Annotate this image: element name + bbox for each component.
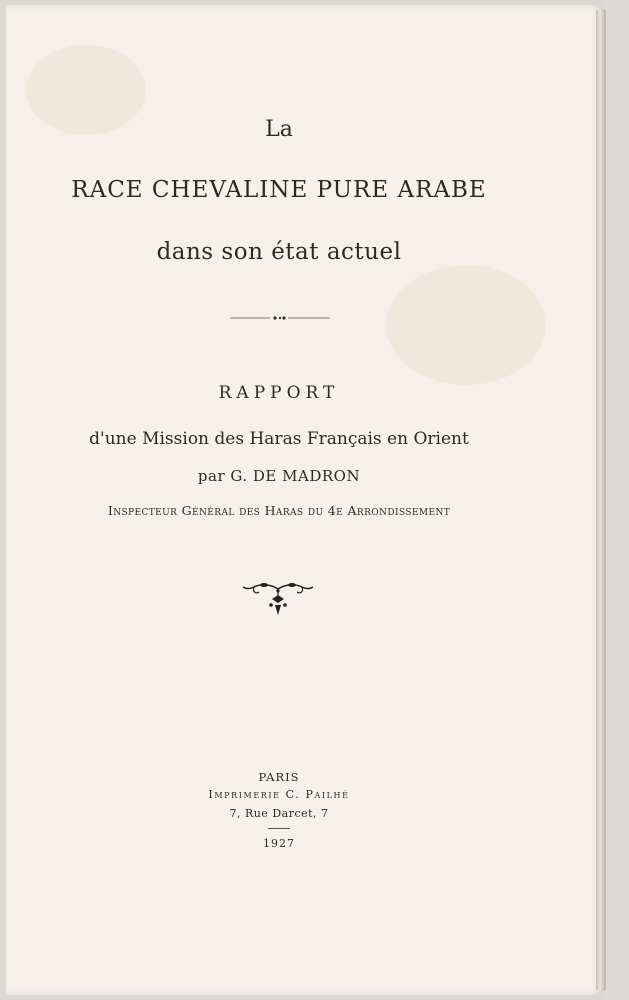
scan-background-edge [606,0,629,1000]
title-page [6,5,602,995]
floral-vignette-ornament [242,581,314,617]
title-line-race: RACE CHEVALINE PURE ARABE [71,177,487,203]
page-fore-edge [596,10,606,990]
imprint-city: PARIS [258,770,300,784]
divider-ornament [230,312,330,324]
report-heading: RAPPORT [218,383,340,403]
imprint-printer [6,788,552,801]
imprint-dash [268,828,290,829]
report-author: par G. DE MADRON [197,467,361,485]
author-title [6,503,552,518]
imprint-year: 1927 [263,837,295,850]
report-subtitle: d'une Mission des Haras Français en Orient [89,429,469,449]
title-line-etat: dans son état actuel [156,239,402,265]
title-line-la: La [265,117,293,142]
imprint-address: 7, Rue Darcet, 7 [229,807,329,820]
paper-stain [386,265,546,385]
author-title-text: Inspecteur Général des Haras du 4e Arrondissement [107,503,451,518]
imprint-printer-text: Imprimerie C. Pailhé [208,788,350,801]
